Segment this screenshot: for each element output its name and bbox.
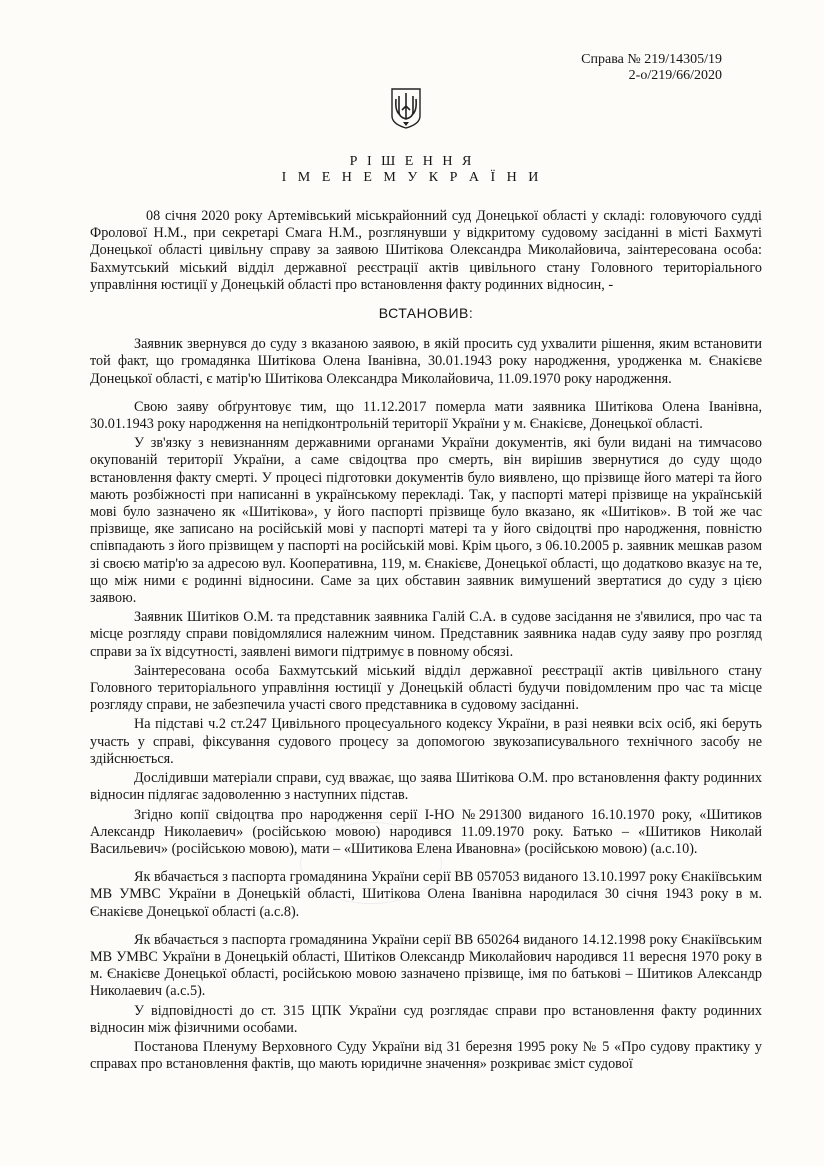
- case-number: [581, 52, 722, 84]
- title-in-name-of-ukraine: І М Е Н Е М У К Р А Ї Н И: [281, 170, 543, 185]
- title-decision: Р І Ш Е Н Н Я: [349, 154, 475, 169]
- section-heading: ВСТАНОВИВ:: [378, 305, 474, 322]
- paragraph: Як вбачається з паспорта громадянина України серії ВВ 650264 виданого 14.12.1998 року Єнакіївським МВ УМВС України в Донецькій області, Шитіков Олександр Миколайович народився 11 вересня 1970 року в м. Єнакієве Донецької області, російською мовою зазначено прізвище, імя по батькові – Шитиков Александр Николаевич (а.с.5).: [90, 931, 762, 1000]
- decision-title: [0, 154, 824, 186]
- trident-emblem-icon: [388, 86, 424, 130]
- paragraph: Дослідивши матеріали справи, суд вважає, що заява Шитікова О.М. про встановлення факту родинних відносин підлягає задоволенню з наступних підстав.: [90, 770, 762, 804]
- paragraph: На підставі ч.2 ст.247 Цивільного процесуального кодексу України, в разі неявки всіх осіб, які беруть участь у справі, фіксування судового процесу за допомогою звукозаписувального технічного засобу не здійснюється.: [90, 716, 762, 767]
- paragraph: У зв'язку з невизнанням державними органами України документів, які були видані на тимчасово окупованій території України, а саме свідоцтва про смерть, він вирішив звернутися до суду щодо встановлення факту смерті. У процесі підготовки документів було виявлено, що прізвище його матері та його мають розбіжності при написанні в українському перекладі. Так, у паспорті матері прізвище на українській мові було зазначено як «Шитікова», у його паспорті прізвище було вказано, як «Шитіков». В той же час прізвище, яке записано на російській мові у паспорті матері та у його свідоцтві про народження, повністю співпадають з його прізвищем у паспорті на російській мові. Крім цього, з 06.10.2005 р. заявник мешкав разом зі своєю матір'ю за адресою вул. Кооперативна, 119, м. Єнакієве, Донецької області, що додатково вказує на те, що між ними є родинні відносини. Саме за цих обставин заявник вимушений звертатися до суду з цією заявою.: [90, 435, 762, 607]
- document-body: [90, 208, 762, 1075]
- paragraph: У відповідності до ст. 315 ЦПК України суд розглядає справи про встановлення факту родинних відносин між фізичними особами.: [90, 1002, 762, 1036]
- proceeding-number-line: 2-о/219/66/2020: [628, 68, 722, 83]
- paragraph: Постанова Пленуму Верховного Суду України від 31 березня 1995 року № 5 «Про судову практику у справах про встановлення фактів, що мають юридичне значення» розкриває зміст судової: [90, 1038, 762, 1073]
- intro-paragraph: 08 січня 2020 року Артемівський міськрайонний суд Донецької області у складі: головуючого судді Фролової Н.М., при секретарі Смага Н.М., розглянувши у відкритому судовому засіданні в місті Бахмуті Донецької області цивільну справу за заявою Шитікова Олександра Миколайовича, заінтересована особа: Бахмутський міський відділ державної реєстрації актів цивільного стану Головного територіального управління юстиції у Донецькій області про встановлення факту родинних відносин, -: [90, 208, 762, 293]
- paragraph: Згідно копії свідоцтва про народження серії І-НО №291300 виданого 16.10.1970 року, «Шитиков Александр Николаевич» (російською мовою) народився 11.09.1970 року. Батько – «Шитиков Николай Васильевич» (російською мовою), мати – «Шитикова Елена Ивановна» (російською мовою) (а.с.10).: [90, 806, 762, 857]
- paragraph: Заявник Шитіков О.М. та представник заявника Галій С.А. в судове засідання не з'явилися, про час та місце розгляду справи повідомлялися належним чином. Представник заявника надав суду заяву про розгляд справи за їх відсутності, заявлені вимоги підтримує в повному обсязі.: [90, 609, 762, 660]
- case-number-line: Справа № 219/14305/19: [581, 52, 722, 67]
- paragraph: Заявник звернувся до суду з вказаною заявою, в якій просить суд ухвалити рішення, яким встановити той факт, що громадянка Шитікова Олена Іванівна, 30.01.1943 року народження, уродженка м. Єнакієве Донецької області, є матір'ю Шитікова Олександра Миколайовича, 11.09.1970 року народження.: [90, 336, 762, 387]
- paragraph: Заінтересована особа Бахмутський міський відділ державної реєстрації актів цивільного стану Головного територіального управління юстиції у Донецькій області будучи повідомленим про час та місце розгляду справи, не забезпечила участі свого представника в судовому засіданні.: [90, 662, 762, 714]
- paragraph: Як вбачається з паспорта громадянина України серії ВВ 057053 виданого 13.10.1997 року Єнакіївським МВ УМВС України в Донецькій області, Шитікова Олена Іванівна народилася 30 січня 1943 року в м. Єнакієве Донецької області (а.с.8).: [90, 869, 762, 920]
- paragraph: Свою заяву обґрунтовує тим, що 11.12.2017 померла мати заявника Шитікова Олена Іванівна, 30.01.1943 року народження на непідконтрольній території України у м. Єнакієве, Донецької області.: [90, 398, 762, 433]
